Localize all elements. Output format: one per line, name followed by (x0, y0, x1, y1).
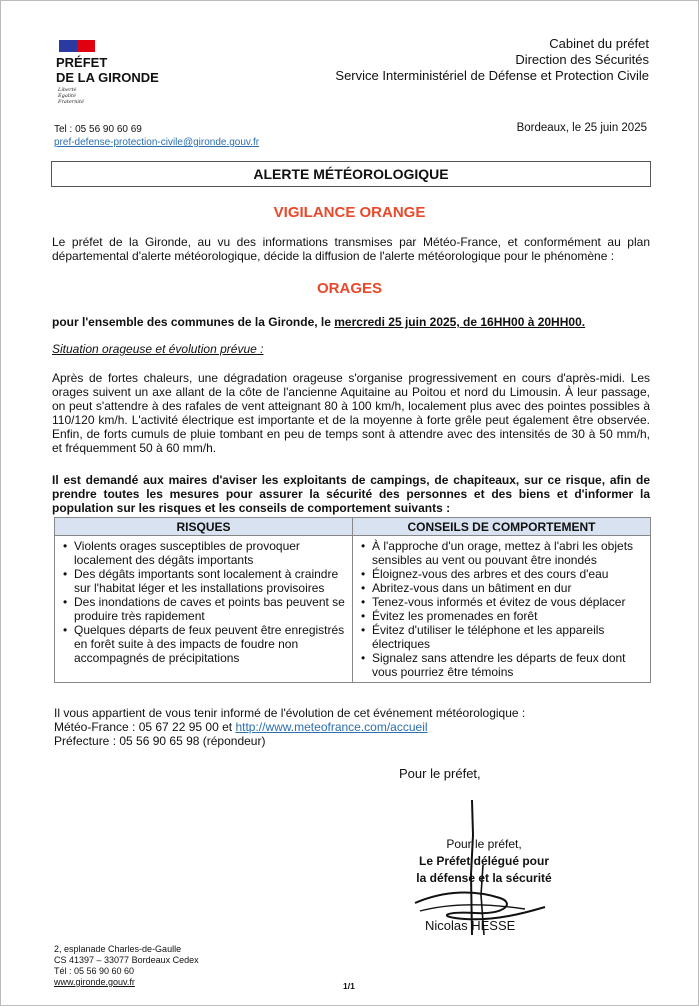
prefecture-address (54, 944, 199, 988)
scope-line (52, 315, 650, 329)
service: Service Interministériel de Défense et Protection Civile (335, 68, 649, 83)
address-phone: Tél : 05 56 90 60 60 (54, 966, 135, 976)
issuer-block (335, 36, 649, 84)
contact-email-link[interactable]: pref-defense-protection-civile@gironde.gouv.fr (54, 137, 260, 148)
prefecture-line: Préfecture : 05 56 90 65 98 (répondeur) (54, 734, 266, 748)
advice-header: CONSEILS DE COMPORTEMENT (353, 518, 651, 536)
info-block (54, 706, 525, 748)
advice-item: • Évitez les promenades en forêt (359, 609, 646, 623)
mayors-paragraph: Il est demandé aux maires d'aviser les exploitants de campings, de chapiteaux, sur ce risque, afin de prendre toutes les mesures pour assurer la sécurité des personnes et des biens et d'informer la population sur les risques et les conseils de comportement suivants : (52, 473, 650, 515)
risks-cell (55, 536, 353, 683)
prefecture-logo-text (56, 55, 159, 85)
motto-liberte: Liberté (58, 87, 77, 93)
meteofrance-link[interactable]: http://www.meteofrance.com/accueil (235, 720, 428, 734)
marianne-logo (59, 40, 95, 52)
advice-item: • À l'approche d'un orage, mettez à l'abri les objets sensibles au vent ou pouvant être inondés (359, 539, 646, 567)
scope-prefix: pour l'ensemble des communes de la Gironde, le (52, 315, 335, 329)
logo-line2: DE LA GIRONDE (56, 70, 159, 85)
address-line1: 2, esplanade Charles-de-Gaulle (54, 944, 182, 954)
advice-cell (353, 536, 651, 683)
risk-item: • Des dégâts importants sont localement à craindre sur l'habitat léger et les installations provisoires (61, 567, 348, 595)
advice-item: • Tenez-vous informés et évitez de vous déplacer (359, 595, 646, 609)
scope-date: mercredi 25 juin 2025, de 16HH00 à 20HH00. (334, 315, 586, 329)
contact-tel: Tel : 05 56 90 60 69 (54, 124, 142, 135)
situation-paragraph: Après de fortes chaleurs, une dégradation orageuse s'organise progressivement en cours d'après-midi. Les orages suivent un axe allant de la côte de l'ancienne Aquitaine au Poitou et nord du Limousin. À leur passage, on peut s'attendre à des rafales de vent atteignant 80 à 100 km/h, localement plus avec des pointes possibles à 110/120 km/h. L'activité électrique est importante et de la moyenne à forte grêle peut également être observée. Enfin, de forts cumuls de pluie tombant en peu de temps sont à attendre avec des intensités de 30 à 50 mm/h, et fréquemment 50 à 60 mm/h. (52, 371, 650, 455)
meteo-phone: Météo-France : 05 67 22 95 00 et (54, 720, 236, 734)
delegation-stamp (404, 836, 564, 887)
document-date: Bordeaux, le 25 juin 2025 (516, 122, 647, 134)
advice-item: • Abritez-vous dans un bâtiment en dur (359, 581, 646, 595)
intro-paragraph: Le préfet de la Gironde, au vu des informations transmises par Météo-France, et conformément au plan départemental d'alerte météorologique, décide la diffusion de l'alerte météorologique pour le phénomène : (52, 235, 650, 263)
advice-item: • Éloignez-vous des arbres et des cours d'eau (359, 567, 646, 581)
risks-header: RISQUES (55, 518, 353, 536)
alert-title: ALERTE MÉTÉOROLOGIQUE (51, 161, 651, 187)
motto (58, 87, 84, 105)
motto-egalite: Égalité (58, 93, 76, 99)
risk-item: • Des inondations de caves et points bas peuvent se produire très rapidement (61, 595, 348, 623)
phenomenon-title: ORAGES (316, 280, 382, 297)
website-link[interactable]: www.gironde.gouv.fr (54, 977, 135, 987)
logo-line1: PRÉFET (56, 55, 108, 70)
info-line: Il vous appartient de vous tenir informé de l'évolution de cet événement météorologique : (54, 706, 526, 720)
risk-item: • Quelques départs de feux peuvent être enregistrés en forêt suite à des impacts de foudre non accompagnés de précipitations (61, 623, 348, 665)
vigilance-level: VIGILANCE ORANGE (273, 204, 426, 221)
risk-item: • Violents orages susceptibles de provoquer localement des dégâts importants (61, 539, 348, 567)
stamp-line2: Le Préfet délégué pour (418, 854, 550, 868)
advice-item: • Évitez d'utiliser le téléphone et les appareils électriques (359, 623, 646, 651)
contact-block (54, 123, 259, 149)
pour-le-prefet: Pour le préfet, (399, 766, 481, 781)
address-line2: CS 41397 – 33077 Bordeaux Cedex (54, 955, 199, 965)
advice-item: • Signalez sans attendre les départs de feux dont vous pourriez être témoins (359, 651, 646, 679)
cabinet: Cabinet du préfet (549, 36, 649, 51)
stamp-line3: la défense et la sécurité (416, 871, 552, 885)
meteo-line (54, 720, 525, 734)
stamp-line1: Pour le préfet, (446, 837, 522, 851)
page-number: 1/1 (343, 981, 355, 991)
signatory-name: Nicolas HESSE (425, 918, 516, 933)
direction: Direction des Sécurités (515, 52, 649, 67)
motto-fraternite: Fraternité (58, 99, 84, 105)
risk-advice-table (54, 517, 651, 683)
situation-heading: Situation orageuse et évolution prévue : (52, 342, 264, 356)
